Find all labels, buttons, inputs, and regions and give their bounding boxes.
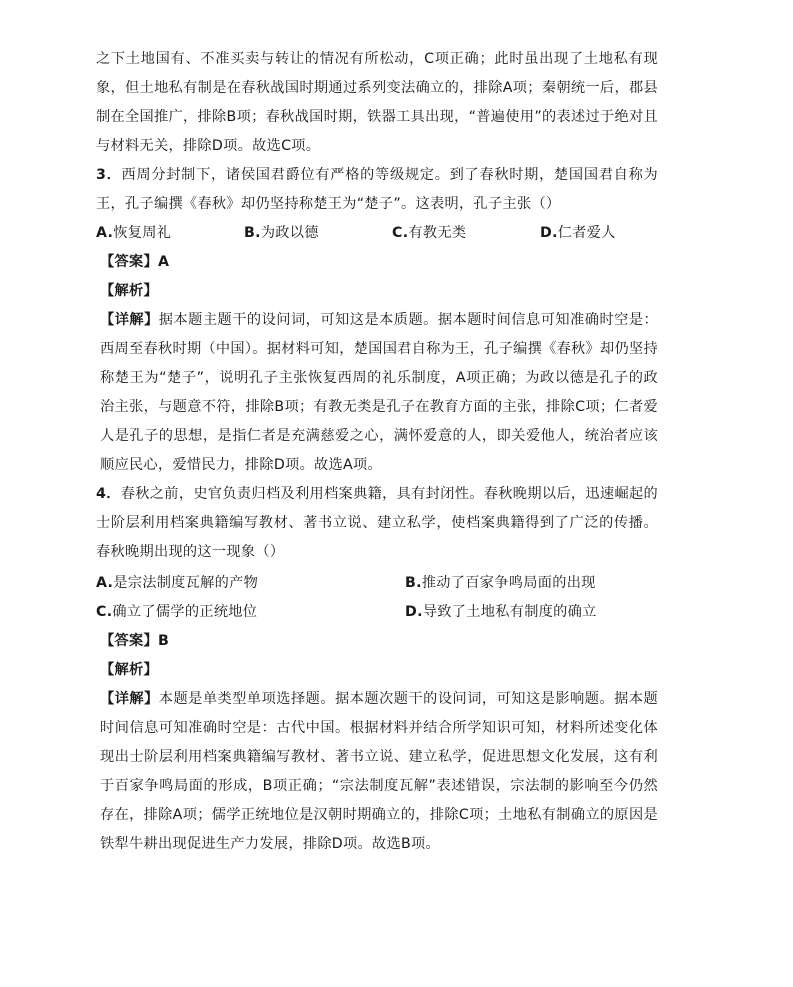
continuation-paragraph: 之下土地国有、不准买卖与转让的情况有所松动，C项正确；此时虽出现了土地私有现象，但土地私有制是在春秋战国时期通过系列变法确立的，排除A项；秦朝统一后，郡县制在全国推广，排除B项；春秋战国时期，铁器工具出现，“普遍使用”的表述过于绝对且与材料无关，排除D项。故选C项。: [96, 51, 658, 154]
question-3-number: 3．: [96, 167, 122, 183]
question-4-detail: 【详解】本题是单类型单项选择题。据本题次题干的设问词，可知这是影响题。据本题时间信息可知准确时空是：古代中国。根据材料并结合所学知识可知，材料所述变化体现出士阶层利用档案典籍编写教材、著书立说、建立私学，促进思想文化发展，这有利于百家争鸣局面的形成，B项正确；“宗法制度瓦解”表述错误，宗法制的影响至今仍然存在，排除A项；儒学正统地位是汉朝时期确立的，排除C项；土地私有制确立的原因是铁犁牛耕出现促进生产力发展，排除D项。故选B项。: [100, 691, 659, 852]
question-4-answer: 【答案】B: [100, 633, 170, 649]
question-4-option-b[interactable]: B.推动了百家争鸣局面的出现: [405, 575, 596, 591]
question-3: [96, 161, 658, 480]
question-3-answer: 【答案】A: [100, 254, 170, 270]
question-3-stem: [96, 161, 658, 219]
question-3-detail: 【详解】据本题主题干的设问词，可知这是本质题。据本题时间信息可知准确时空是：西周至春秋时期（中国）。据材料可知，楚国国君自称为王，孔子编撰《春秋》却仍坚持称楚王为“楚子”，说明孔子主张恢复西周的礼乐制度，A项正确；为政以德是孔子的政治主张，与题意不符，排除B项；有教无类是孔子在教育方面的主张，排除C项；仁者爱人是孔子的思想，是指仁者是充满慈爱之心，满怀爱意的人，即关爱他人，统治者应该顺应民心，爱惜民力，排除D项。故选A项。: [100, 312, 659, 473]
question-3-option-a[interactable]: A.恢复周礼: [96, 225, 172, 241]
question-4-option-c[interactable]: C.确立了儒学的正统地位: [96, 604, 258, 620]
question-4-analysis-label: 【解析】: [100, 662, 158, 678]
question-3-options: [96, 219, 658, 248]
question-3-option-c[interactable]: C.有教无类: [392, 225, 467, 241]
question-3-option-b[interactable]: B.为政以德: [244, 225, 319, 241]
question-4-options: [96, 569, 658, 627]
question-4-number: 4．: [96, 486, 121, 502]
question-4: [96, 480, 658, 859]
question-3-stem-text: 西周分封制下，诸侯国君爵位有严格的等级规定。到了春秋时期，楚国国君自称为王，孔子编撰《春秋》却仍坚持称楚王为“楚子”。这表明，孔子主张（）: [96, 167, 658, 212]
question-3-option-d[interactable]: D.仁者爱人: [540, 225, 616, 241]
question-3-analysis-label: 【解析】: [100, 283, 158, 299]
question-4-option-a[interactable]: A.是宗法制度瓦解的产物: [96, 575, 259, 591]
question-4-stem: [96, 480, 658, 567]
question-4-stem-text: 春秋之前，史官负责归档及利用档案典籍，具有封闭性。春秋晚期以后，迅速崛起的士阶层利用档案典籍编写教材、著书立说、建立私学，使档案典籍得到了广泛的传播。春秋晚期出现的这一现象（）: [96, 486, 658, 560]
document-page: [96, 45, 658, 859]
question-4-option-d[interactable]: D.导致了土地私有制度的确立: [405, 604, 597, 620]
